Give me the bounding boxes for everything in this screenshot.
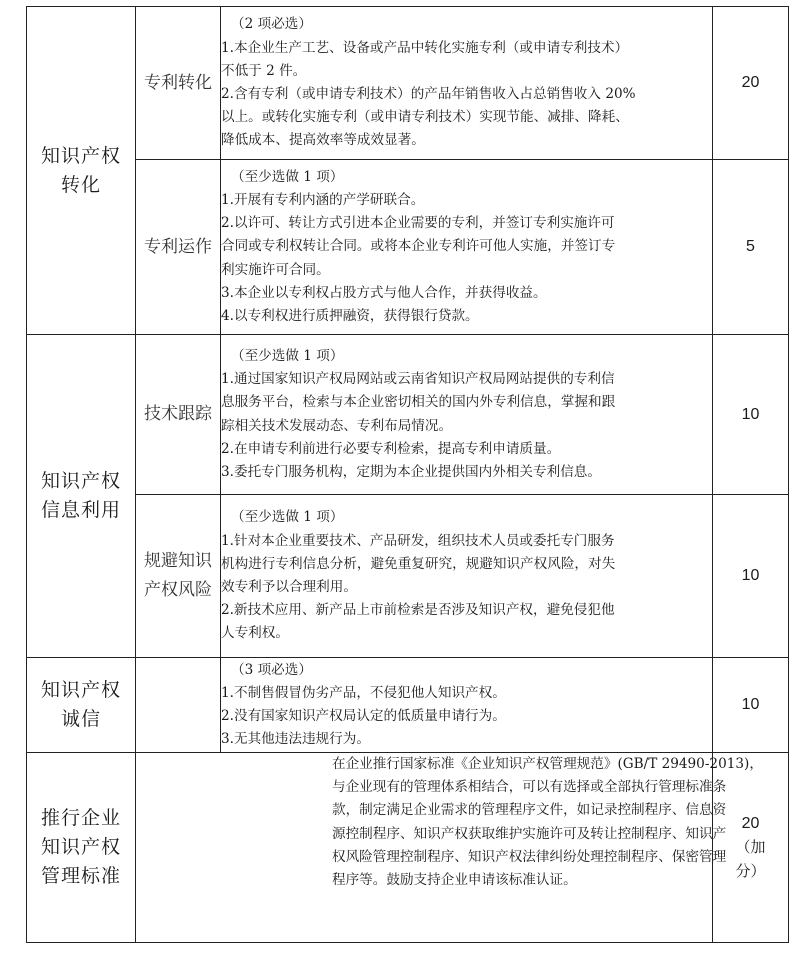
score-value: 10: [741, 567, 760, 584]
criteria-line: 4.以专利权进行质押融资，获得银行贷款。: [221, 308, 479, 324]
criteria-line: 息服务平台，检索与本企业密切相关的国内外专利信息，掌握和跟: [221, 394, 616, 411]
criteria-note: （至少选做 1 项）: [231, 509, 344, 526]
criteria-line: 程序等。鼓励支持企业申请该标准认证。: [332, 872, 577, 889]
criteria-line: 2.以许可、转让方式引进本企业需要的专利，并签订专利实施许可: [221, 215, 615, 232]
score-cell: [713, 495, 789, 658]
category-cell: [27, 658, 136, 753]
subcategory-cell: [136, 658, 221, 753]
subcategory-label: 技术跟踪: [144, 404, 212, 424]
table-row: [27, 753, 789, 943]
criteria-line: 踪相关技术发展动态、专利布局情况。: [221, 417, 453, 434]
table-row: [27, 160, 789, 335]
criteria-line: 1.不制售假冒伪劣产品，不侵犯他人知识产权。: [221, 684, 506, 701]
subcategory-label: 规避知识 产权风险: [144, 551, 212, 600]
criteria-line: 1.本企业生产工艺、设备或产品中转化实施专利（或申请专利技术）: [221, 39, 629, 56]
ip-scoring-table: [26, 6, 789, 943]
score-cell: [713, 7, 789, 160]
table-row: [27, 495, 789, 658]
criteria-line: 人专利权。: [221, 625, 289, 642]
score-value: 20: [741, 74, 760, 91]
criteria-note: （3 项必选）: [231, 661, 312, 678]
subcategory-label: 专利运作: [144, 236, 212, 257]
criteria-line: 2.在申请专利前进行必要专利检索，提高专利申请质量。: [221, 440, 561, 457]
category-label: 推行企业 知识产权 管理标准: [40, 807, 121, 887]
criteria-line: 1.开展有专利内涵的产学研联合。: [221, 191, 425, 208]
category-cell: [27, 7, 136, 335]
criteria-line: 源控制程序、知识产权获取维护实施许可及转让控制程序、知识产: [332, 825, 727, 842]
score-value: 5: [746, 238, 755, 255]
criteria-line: 利实施许可合同。: [221, 261, 330, 278]
score-cell: [713, 160, 789, 335]
score-note: 分）: [735, 861, 766, 880]
category-cell: [27, 335, 136, 658]
criteria-cell: [221, 495, 713, 658]
subcategory-cell: [136, 335, 221, 495]
criteria-line: 1.针对本企业重要技术、产品研发，组织技术人员或委托专门服务: [221, 532, 615, 549]
score-note: （加: [735, 837, 766, 856]
criteria-line: 1.通过国家知识产权局网站或云南省知识产权局网站提供的专利信: [221, 371, 615, 388]
criteria-cell: [221, 7, 713, 160]
table-row: [27, 7, 789, 160]
score-value: 10: [741, 696, 760, 713]
subcategory-cell: [136, 495, 221, 658]
criteria-line: 权风险管理控制程序、知识产权法律纠纷处理控制程序、保密管理: [332, 848, 727, 865]
criteria-note: （2 项必选）: [231, 16, 312, 33]
criteria-line: 2.含有专利（或申请专利技术）的产品年销售收入占总销售收入 20%: [221, 86, 636, 102]
criteria-line: 2.新技术应用、新产品上市前检索是否涉及知识产权，避免侵犯他: [221, 602, 615, 619]
category-cell: [27, 753, 136, 943]
category-label: 知识产权 转化: [40, 144, 121, 196]
subcategory-cell: [136, 160, 221, 335]
criteria-line: 不低于 2 件。: [221, 62, 307, 79]
criteria-line: 2.没有国家知识产权局认定的低质量申请行为。: [221, 708, 506, 724]
criteria-line: 与企业现有的管理体系相结合，可以有选择或全部执行管理标准条: [332, 779, 727, 796]
criteria-note: （至少选做 1 项）: [231, 168, 344, 185]
criteria-line: 合同或专利权转让合同。或将本企业专利许可他人实施，并签订专: [221, 238, 616, 255]
table-row: [27, 658, 789, 753]
criteria-cell: [221, 658, 713, 753]
subcategory-label: 专利转化: [144, 72, 212, 93]
criteria-line: 以上。或转化实施专利（或申请专利技术）实现节能、减排、降耗、: [221, 109, 629, 126]
criteria-note: （至少选做 1 项）: [231, 347, 344, 364]
score-value: 10: [741, 405, 760, 423]
criteria-line: 降低成本、提高效率等成效显著。: [221, 132, 425, 149]
score-value: 20: [741, 814, 760, 832]
subcategory-cell: [136, 7, 221, 160]
criteria-line: 在企业推行国家标准《企业知识产权管理规范》(GB/T 29490-2013)，: [332, 756, 763, 772]
score-cell: [713, 658, 789, 753]
criteria-line: 3.委托专门服务机构，定期为本企业提供国内外相关专利信息。: [221, 463, 601, 480]
criteria-line: 款，制定满足企业需求的管理程序文件，如记录控制程序、信息资: [332, 802, 727, 819]
criteria-line: 3.本企业以专利权占股方式与他人合作，并获得收益。: [221, 284, 547, 301]
criteria-line: 机构进行专利信息分析，避免重复研究，规避知识产权风险，对失: [221, 555, 616, 572]
category-label: 知识产权 诚信: [40, 679, 121, 730]
criteria-cell: [136, 753, 763, 943]
score-cell: [713, 335, 789, 495]
criteria-line: 3.无其他违法违规行为。: [221, 731, 370, 748]
table-row: [27, 335, 789, 495]
criteria-cell: [221, 335, 713, 495]
criteria-cell: [221, 160, 713, 335]
category-label: 知识产权 信息利用: [40, 470, 121, 521]
criteria-line: 效专利予以合理利用。: [221, 579, 357, 595]
